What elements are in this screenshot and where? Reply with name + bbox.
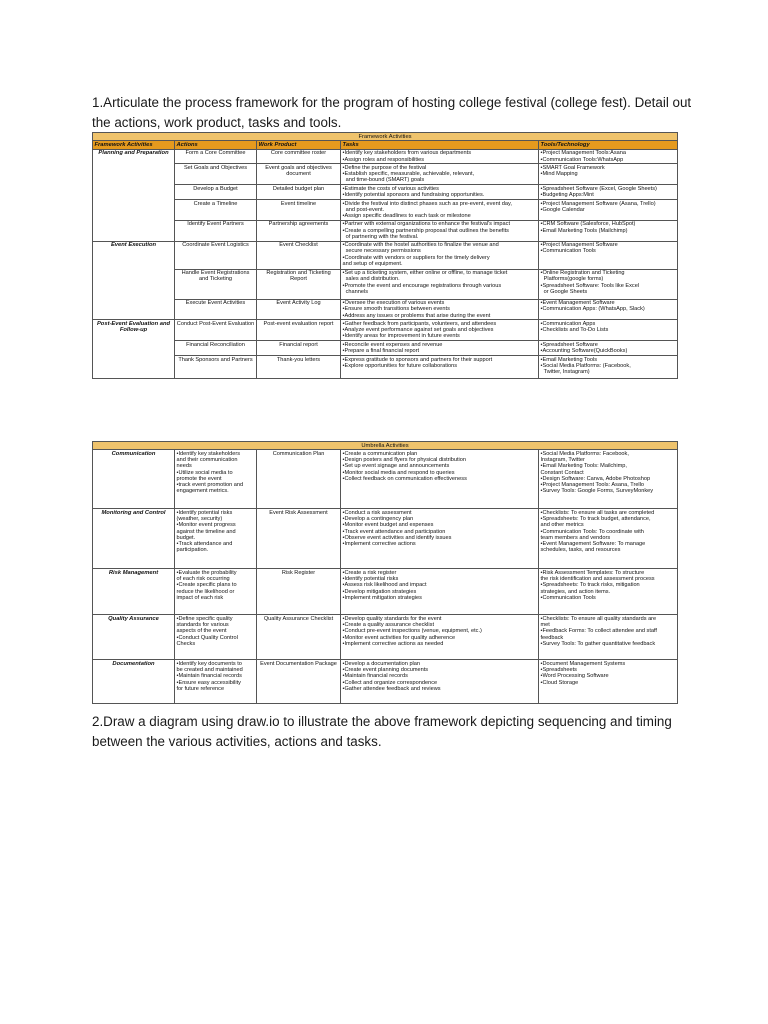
cell-line: •Project Management Software (Asana, Trello)	[540, 200, 656, 207]
umbrella-row	[93, 615, 678, 660]
umbrella-table-title: Umbrella Activities	[93, 442, 678, 450]
tools-cell	[539, 320, 678, 341]
cell-line: •Utilize social media to	[176, 469, 233, 476]
action-cell: Thank Sponsors and Partners	[175, 356, 257, 379]
cell-line: •Design posters and flyers for physical distribution	[342, 457, 467, 464]
action-cell: Identify Event Partners	[175, 220, 257, 241]
cell-line: •Social Media Platforms: Facebook,	[540, 450, 629, 457]
cell-line: sales and distribution.	[342, 276, 400, 283]
actions-cell	[175, 509, 257, 569]
framework-row	[93, 320, 678, 341]
work-product-cell: Event Risk Assessment	[257, 509, 341, 569]
cell-line: •Event Management Software: To manage	[540, 541, 646, 548]
cell-line: •Define the purpose of the festival	[342, 164, 427, 171]
work-product-cell: Event timeline	[257, 200, 341, 221]
cell-line: strategies, and action items.	[540, 588, 611, 595]
cell-line: •SMART Goal Framework	[540, 164, 605, 171]
cell-line: impact of each risk	[176, 594, 224, 601]
cell-line: •Gather attendee feedback and reviews	[342, 685, 441, 692]
cell-line: •Partner with external organizations to enhance the festival's impact	[342, 221, 511, 228]
cell-line: participation.	[176, 547, 209, 554]
cell-line: •Spreadsheets: To track risks, mitigation	[540, 582, 640, 589]
tasks-cell	[341, 509, 539, 569]
cell-line: aspects of the event	[176, 628, 227, 635]
cell-line: •Estimate the costs of various activities	[342, 185, 439, 192]
cell-line: •Checklists and To-Do Lists	[540, 327, 609, 334]
umbrella-activity-name: Communication	[93, 450, 175, 509]
framework-table-title: Framework Activities	[93, 133, 678, 141]
cell-line: •track event promotion and	[176, 482, 244, 489]
cell-line: •Document Management Systems	[540, 660, 626, 667]
cell-line: •Address any issues or problems that arise during the event	[342, 312, 491, 319]
cell-line: •Express gratitude to sponsors and partners for their support	[342, 356, 493, 363]
action-cell: Develop a Budget	[175, 185, 257, 200]
work-product-cell: Financial report	[257, 341, 341, 356]
column-header: Actions	[175, 141, 257, 149]
cell-line: Platforms(google forms)	[540, 276, 604, 283]
column-header: Tasks	[341, 141, 539, 149]
cell-line: •Establish specific, measurable, achievable, relevant,	[342, 171, 475, 178]
cell-line: •Explore opportunities for future collaborations	[342, 363, 458, 370]
tools-cell	[539, 220, 678, 241]
tools-cell	[539, 164, 678, 185]
tasks-cell	[341, 200, 539, 221]
tools-cell	[539, 450, 678, 509]
cell-line: •Communication Tools: To coordinate with	[540, 528, 644, 535]
cell-line: •Monitor event progress	[176, 522, 236, 529]
actions-cell	[175, 450, 257, 509]
cell-line: •Assign specific deadlines to each task or milestone	[342, 213, 471, 220]
framework-row	[93, 356, 678, 379]
tasks-cell	[341, 185, 539, 200]
cell-line: feedback	[540, 634, 564, 641]
cell-line: and post-event.	[342, 206, 385, 213]
cell-line: •Cloud Storage	[540, 679, 579, 686]
cell-line: •Conduct Quality Control	[176, 634, 238, 641]
cell-line: •Spreadsheet Software	[540, 341, 598, 348]
column-header: Tools/Technology	[539, 141, 678, 149]
tasks-cell	[341, 450, 539, 509]
umbrella-row	[93, 450, 678, 509]
tasks-cell	[341, 164, 539, 185]
cell-line: •Feedback Forms: To collect attendee and staff	[540, 628, 657, 635]
cell-line: •Implement mitigation strategies	[342, 594, 422, 601]
cell-line: •Develop a documentation plan	[342, 660, 421, 667]
cell-line: •Spreadsheets	[540, 667, 577, 674]
tools-cell	[539, 615, 678, 660]
umbrella-activity-name: Risk Management	[93, 569, 175, 615]
umbrella-row	[93, 660, 678, 704]
actions-cell	[175, 660, 257, 704]
cell-line: •Track event attendance and participation	[342, 528, 446, 535]
cell-line: of each risk occurring	[176, 576, 230, 583]
cell-line: •Prepare a final financial report	[342, 348, 420, 355]
cell-line: •Project Management Software	[540, 242, 618, 249]
cell-line: •Maintain financial records	[176, 673, 242, 680]
cell-line: •Identify areas for improvement in future events	[342, 333, 460, 340]
tools-cell	[539, 241, 678, 269]
cell-line: •CRM Software (Salesforce, HubSpot)	[540, 221, 636, 228]
work-product-cell: Quality Assurance Checklist	[257, 615, 341, 660]
cell-line: •Identify potential risks	[342, 576, 399, 583]
cell-line: Instagram, Twitter	[540, 457, 585, 464]
framework-row	[93, 341, 678, 356]
action-cell: Handle Event Registrations and Ticketing	[175, 269, 257, 299]
cell-line: •Develop quality standards for the event	[342, 615, 442, 622]
work-product-cell: Risk Register	[257, 569, 341, 615]
tasks-cell	[341, 241, 539, 269]
actions-cell	[175, 569, 257, 615]
tasks-cell	[341, 149, 539, 164]
framework-activity-name: Event Execution	[93, 241, 175, 320]
cell-line: promote the event	[176, 475, 222, 482]
cell-line: reduce the likelihood or	[176, 588, 235, 595]
cell-line: •Evaluate the probability	[176, 569, 237, 576]
tasks-cell	[341, 299, 539, 320]
action-cell: Set Goals and Objectives	[175, 164, 257, 185]
cell-line: the risk identification and assessment process	[540, 576, 655, 583]
cell-line: •Conduct pre-event inspections (venue, equipment, etc.)	[342, 628, 482, 635]
cell-line: •Spreadsheets: To track budget, attendance,	[540, 516, 651, 523]
cell-line: •Create a risk register	[342, 569, 397, 576]
cell-line: •Implement corrective actions as needed	[342, 640, 444, 647]
action-cell: Conduct Post-Event Evaluation	[175, 320, 257, 341]
umbrella-activity-name: Quality Assurance	[93, 615, 175, 660]
cell-line: •Set up event signage and announcements	[342, 463, 450, 470]
work-product-cell: Communication Plan	[257, 450, 341, 509]
cell-line: •Accounting Software(QuickBooks)	[540, 348, 628, 355]
cell-line: •Google Calendar	[540, 206, 585, 213]
cell-line: •Coordinate with the hostel authorities to finalize the venue and	[342, 242, 499, 249]
tasks-cell	[341, 569, 539, 615]
cell-line: for future reference	[176, 685, 225, 692]
cell-line: schedules, tasks, and resources	[540, 547, 621, 554]
umbrella-row	[93, 569, 678, 615]
framework-activity-name: Planning and Preparation	[93, 149, 175, 241]
umbrella-activity-name: Documentation	[93, 660, 175, 704]
cell-line: •Communication Apps	[540, 320, 596, 327]
tasks-cell	[341, 660, 539, 704]
cell-line: •Identify key documents to	[176, 660, 242, 667]
cell-line: •Communication Apps: (WhatsApp, Slack)	[540, 306, 645, 313]
framework-activity-name: Post-Event Evaluation and Follow-up	[93, 320, 175, 379]
work-product-cell: Event Activity Log	[257, 299, 341, 320]
cell-line: •Project Management Tools:Asana	[540, 150, 626, 157]
cell-line: Constant Contact	[540, 469, 584, 476]
umbrella-row	[93, 509, 678, 569]
cell-line: •Checklists: To ensure all quality standards are	[540, 615, 657, 622]
question-2-text: 2.Draw a diagram using draw.io to illustrate the above framework depicting sequencing and timing between the various activities, actions and tasks.	[92, 714, 672, 749]
cell-line: •Develop mitigation strategies	[342, 588, 417, 595]
cell-line: •Spreadsheet Software (Excel, Google Sheets)	[540, 185, 657, 192]
cell-line: •Identify key stakeholders	[176, 450, 241, 457]
cell-line: and other metrics	[540, 522, 584, 529]
cell-line: and time-bound (SMART) goals	[342, 177, 425, 184]
tasks-cell	[341, 320, 539, 341]
cell-line: •Create a communication plan	[342, 450, 418, 457]
cell-line: •Divide the festival into distinct phases such as pre-event, event day,	[342, 200, 512, 207]
cell-line: (weather, security)	[176, 516, 223, 523]
column-header: Framework Activities	[93, 141, 175, 149]
cell-line: •Analyze event performance against set goals and objectives	[342, 327, 494, 334]
question-1-text: 1.Articulate the process framework for the program of hosting college festival (college fest). Detail out the actions, work product, tasks and tools.	[92, 95, 692, 130]
cell-line: •Identify potential risks	[176, 509, 233, 516]
cell-line: •Email Marketing Tools: Mailchimp,	[540, 463, 627, 470]
cell-line: be created and maintained	[176, 667, 243, 674]
umbrella-activities-table	[92, 441, 678, 704]
tools-cell	[539, 299, 678, 320]
cell-line: •Track attendance and	[176, 541, 233, 548]
cell-line: Twitter, Instagram)	[540, 369, 590, 376]
cell-line: •Create a quality assurance checklist	[342, 622, 435, 629]
work-product-cell: Event Checklist	[257, 241, 341, 269]
tools-cell	[539, 509, 678, 569]
cell-line: •Implement corrective actions	[342, 541, 416, 548]
tools-cell	[539, 569, 678, 615]
cell-line: team members and vendors	[540, 534, 611, 541]
cell-line: budget.	[176, 534, 196, 541]
cell-line: •Observe event activities and identify issues	[342, 534, 452, 541]
cell-line: •Create specific plans to	[176, 582, 237, 589]
framework-row	[93, 164, 678, 185]
cell-line: •Mind Mapping	[540, 171, 578, 178]
cell-line: •Ensure easy accessibility	[176, 679, 241, 686]
framework-row	[93, 241, 678, 269]
cell-line: •Email Marketing Tools (Mailchimp)	[540, 227, 628, 234]
cell-line: •Reconcile event expenses and revenue	[342, 341, 443, 348]
cell-line: •Design Software: Canva, Adobe Photoshop	[540, 475, 651, 482]
tools-cell	[539, 660, 678, 704]
cell-line: •Identify key stakeholders from various departments	[342, 150, 471, 157]
cell-line: and setup of equipment.	[342, 260, 403, 267]
cell-line: met	[540, 622, 550, 629]
cell-line: •Set up a ticketing system, either online or offline, to manage ticket	[342, 270, 508, 277]
cell-line: •Collect and organize correspondence	[342, 679, 438, 686]
tools-cell	[539, 341, 678, 356]
tasks-cell	[341, 220, 539, 241]
cell-line: •Spreadsheet Software: Tools like Excel	[540, 282, 640, 289]
column-header: Work Product	[257, 141, 341, 149]
tools-cell	[539, 356, 678, 379]
cell-line: •Gather feedback from participants, volunteers, and attendees	[342, 320, 497, 327]
cell-line: •Coordinate with vendors or suppliers for the timely delivery	[342, 254, 490, 261]
cell-line: •Communication Tools	[540, 248, 596, 255]
cell-line: •Assess risk likelihood and impact	[342, 582, 427, 589]
cell-line: •Identify potential sponsors and fundraising opportunities.	[342, 191, 485, 198]
cell-line: •Assign roles and responsibilities	[342, 156, 425, 163]
cell-line: •Create event planning documents	[342, 667, 429, 674]
cell-line: •Monitor event budget and expenses	[342, 522, 434, 529]
cell-line: •Survey Tools: To gather quantitative feedback	[540, 640, 656, 647]
cell-line: •Collect feedback on communication effectiveness	[342, 475, 467, 482]
tools-cell	[539, 185, 678, 200]
action-cell: Form a Core Committee	[175, 149, 257, 164]
action-cell: Execute Event Activities	[175, 299, 257, 320]
cell-line: •Risk Assessment Templates: To structure	[540, 569, 645, 576]
work-product-cell: Thank-you letters	[257, 356, 341, 379]
umbrella-activity-name: Monitoring and Control	[93, 509, 175, 569]
cell-line: and their communication	[176, 457, 238, 464]
cell-line: secure necessary permissions	[342, 248, 421, 255]
framework-activities-table	[92, 132, 678, 379]
framework-row	[93, 299, 678, 320]
actions-cell	[175, 615, 257, 660]
work-product-cell: Event Documentation Package	[257, 660, 341, 704]
cell-line: •Monitor event activities for quality adherence	[342, 634, 456, 641]
cell-line: •Promote the event and encourage registrations through various	[342, 282, 502, 289]
cell-line: •Word Processing Software	[540, 673, 609, 680]
action-cell: Financial Reconciliation	[175, 341, 257, 356]
cell-line: against the timeline and	[176, 528, 236, 535]
cell-line: •Online Registration and Ticketing	[540, 270, 625, 277]
cell-line: •Develop a contingency plan	[342, 516, 414, 523]
cell-line: •Email Marketing Tools	[540, 356, 598, 363]
work-product-cell: Event goals and objectives document	[257, 164, 341, 185]
work-product-cell: Partnership agreements	[257, 220, 341, 241]
framework-row	[93, 220, 678, 241]
cell-line: •Social Media Platforms: (Facebook,	[540, 363, 631, 370]
cell-line: •Project Management Tools: Asana, Trello	[540, 482, 645, 489]
work-product-cell: Registration and Ticketing Report	[257, 269, 341, 299]
cell-line: engagement metrics.	[176, 488, 229, 495]
cell-line: •Oversee the execution of various events	[342, 300, 445, 307]
cell-line: of partnering with the festival.	[342, 233, 419, 240]
cell-line: •Maintain financial records	[342, 673, 408, 680]
cell-line: •Conduct a risk assessment	[342, 509, 412, 516]
tasks-cell	[341, 341, 539, 356]
cell-line: channels	[342, 288, 369, 295]
cell-line: •Communication Tools	[540, 594, 596, 601]
cell-line: •Checklists: To ensure all tasks are completed	[540, 509, 655, 516]
cell-line: or Google Sheets	[540, 288, 588, 295]
work-product-cell: Post-event evaluation report	[257, 320, 341, 341]
tasks-cell	[341, 356, 539, 379]
action-cell: Coordinate Event Logistics	[175, 241, 257, 269]
work-product-cell: Detailed budget plan	[257, 185, 341, 200]
work-product-cell: Core committee roster	[257, 149, 341, 164]
cell-line: •Event Management Software	[540, 300, 615, 307]
cell-line: needs	[176, 463, 192, 470]
cell-line: •Define specific quality	[176, 615, 233, 622]
framework-row	[93, 200, 678, 221]
cell-line: •Create a compelling partnership proposal that outlines the benefits	[342, 227, 509, 234]
tools-cell	[539, 149, 678, 164]
tasks-cell	[341, 615, 539, 660]
tools-cell	[539, 200, 678, 221]
framework-row	[93, 149, 678, 164]
framework-row	[93, 185, 678, 200]
cell-line: •Communication Tools:WhatsApp	[540, 156, 624, 163]
tasks-cell	[341, 269, 539, 299]
action-cell: Create a Timeline	[175, 200, 257, 221]
cell-line: •Budgeting Apps:Mint	[540, 191, 594, 198]
cell-line: •Survey Tools: Google Forms, SurveyMonkey	[540, 488, 654, 495]
framework-row	[93, 269, 678, 299]
cell-line: •Ensure smooth transitions between events	[342, 306, 450, 313]
cell-line: standards for various	[176, 622, 229, 629]
tools-cell	[539, 269, 678, 299]
cell-line: Checks	[176, 640, 196, 647]
cell-line: •Monitor social media and respond to queries	[342, 469, 455, 476]
